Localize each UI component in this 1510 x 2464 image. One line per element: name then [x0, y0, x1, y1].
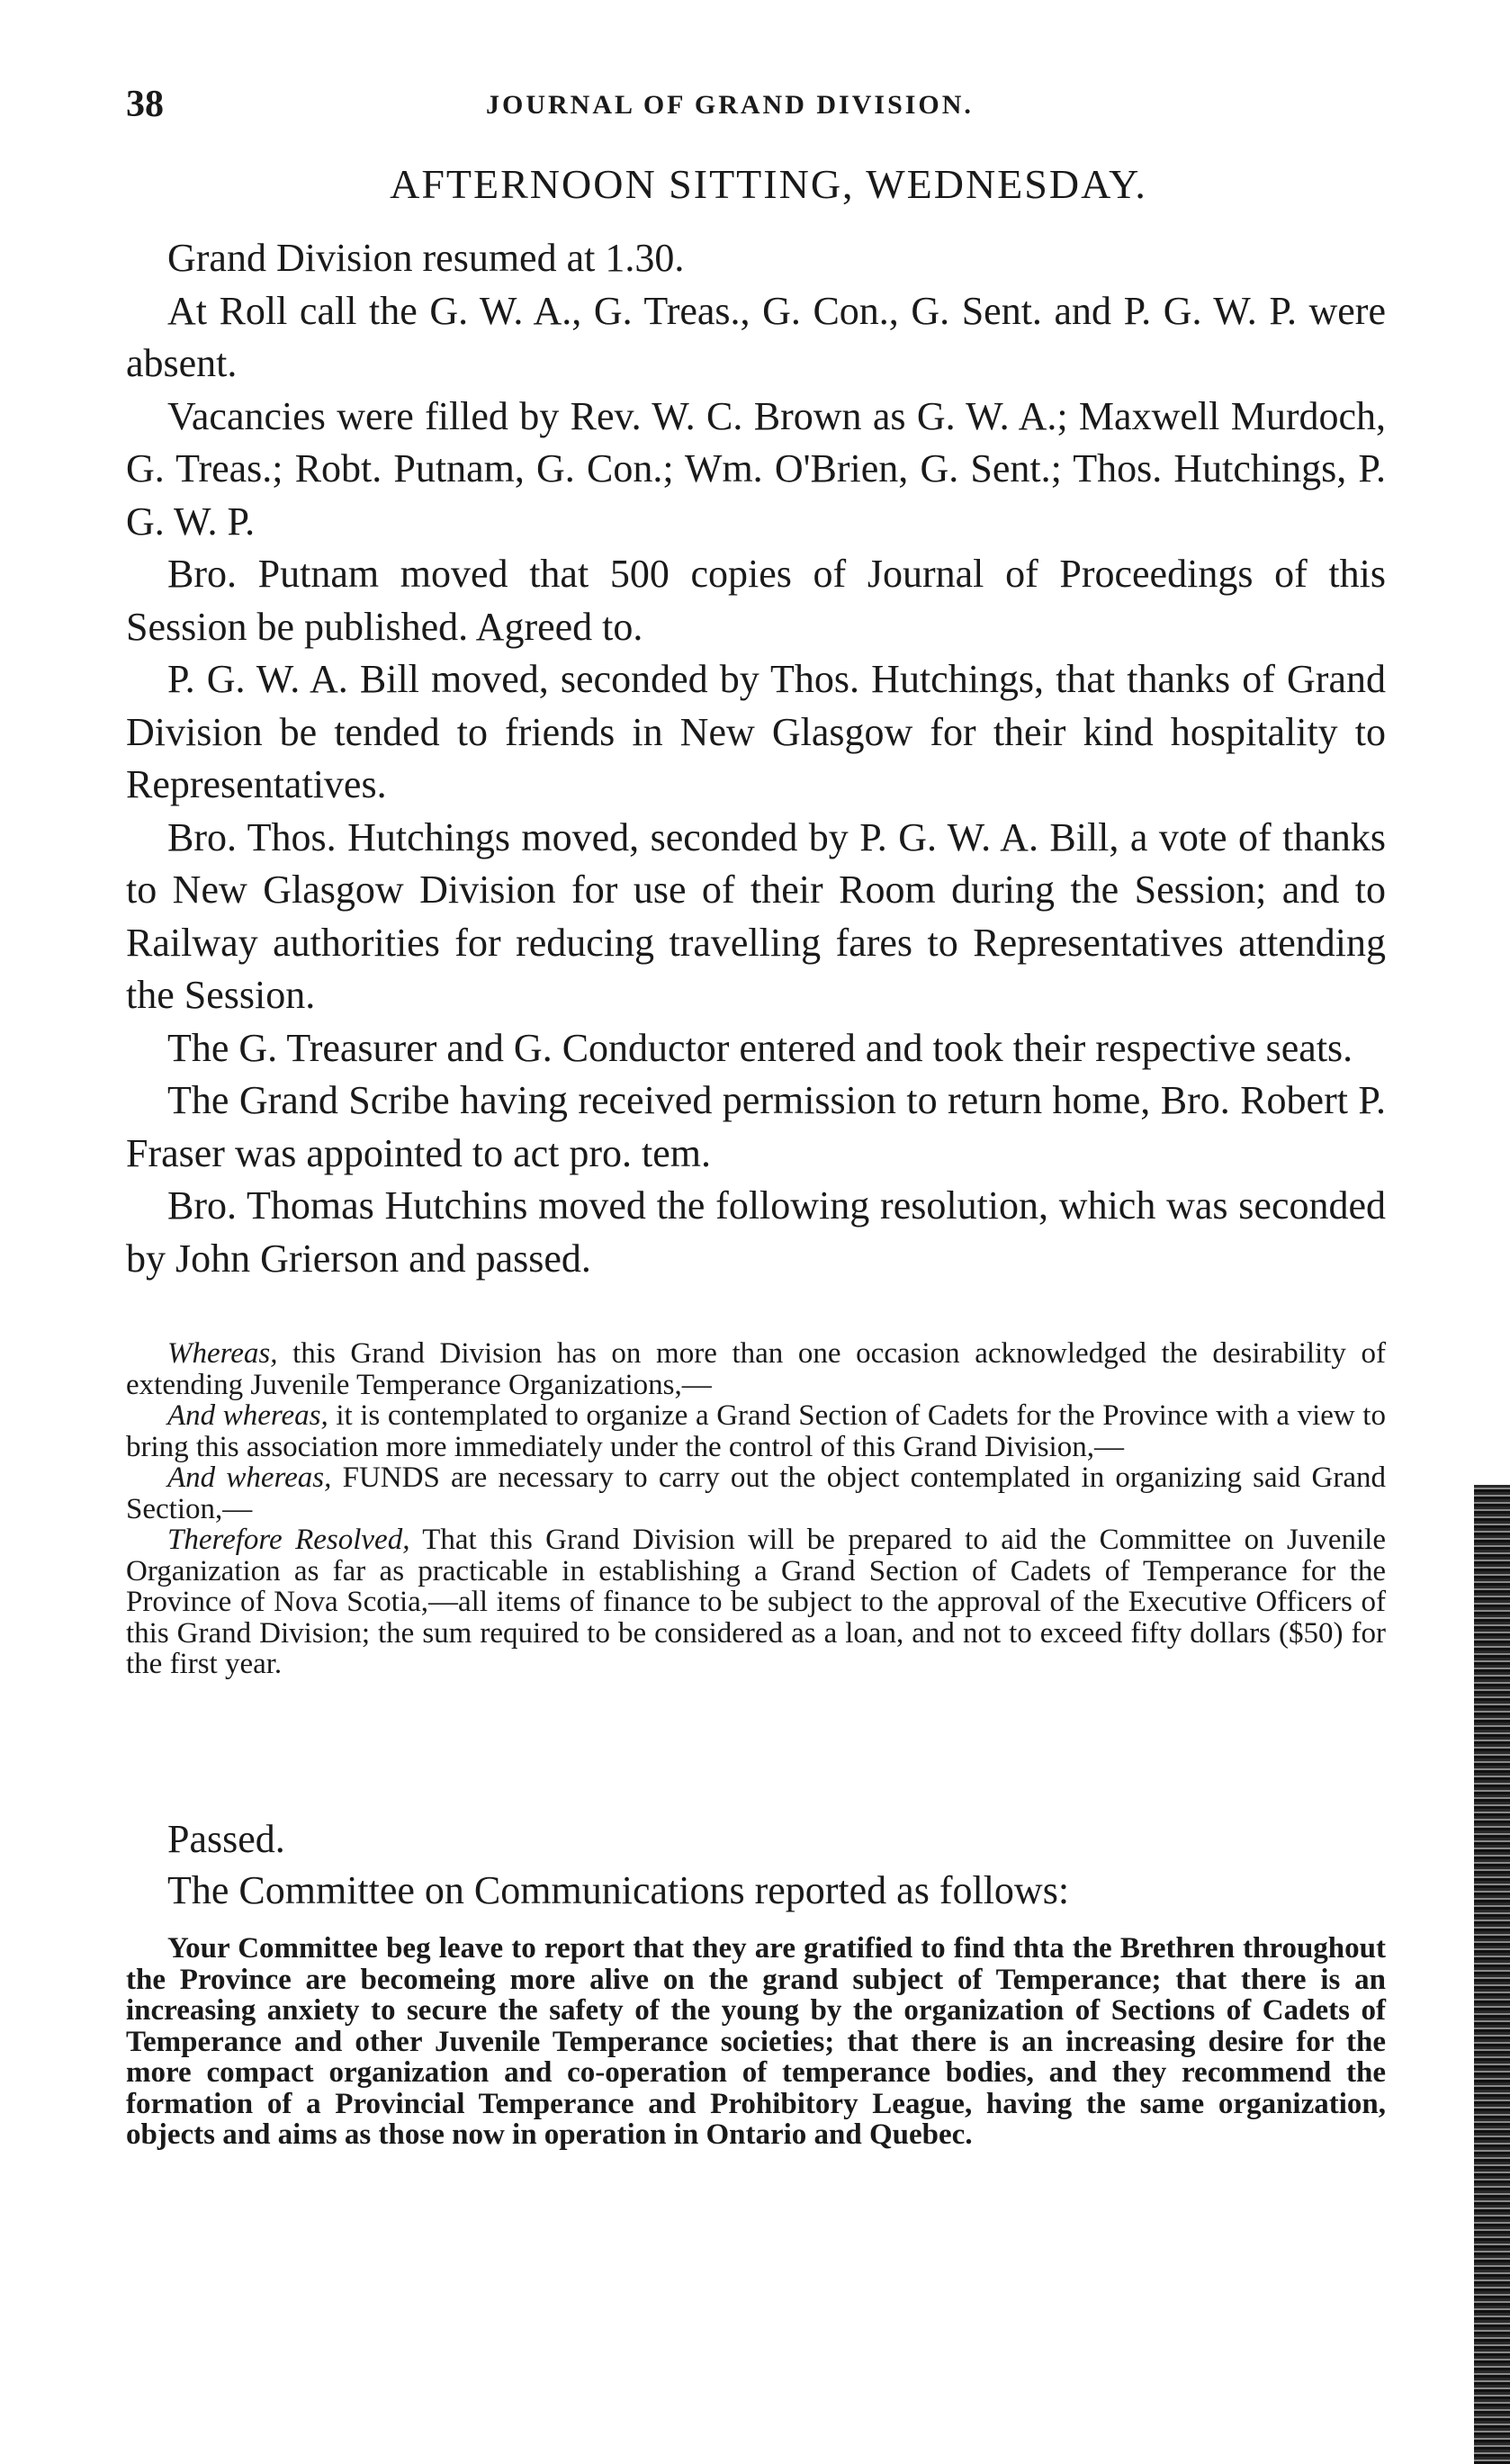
resolution-clause [126, 1462, 1386, 1524]
page-number: 38 [126, 84, 164, 125]
section-heading: AFTERNOON SITTING, WEDNESDAY. [390, 161, 1147, 207]
resolution-block [126, 1338, 1386, 1680]
clause-lead: And whereas, [167, 1461, 332, 1494]
paragraph: Grand Division resumed at 1.30. [167, 236, 685, 280]
resolution-clause [126, 1400, 1386, 1462]
clause-text: That this Grand Division will be prepared to aid the Committee on Juvenile Organization as far as practicable in establishing a Grand Section of Cadets of Temperance for the Province of Nova Scotia,—all items of finance to be subject to the approval of the Executive Officers of this Grand Division; the sum required to be considered as a loan, and not to exceed fifty dollars ($50) for the first year. [126, 1524, 1386, 1680]
paragraph: Bro. Thomas Hutchins moved the following resolution, which was seconded by John Grierson and passed. [126, 1183, 1386, 1281]
paragraph: Bro. Thos. Hutchings moved, seconded by P. G. W. A. Bill, a vote of thanks to New Glasgow Division for use of their Room during the Session; and to Railway authorities for reducing travelling fares to Representatives attending the Session. [126, 814, 1386, 1017]
paragraph: At Roll call the G. W. A., G. Treas., G. Con., G. Sent. and P. G. W. P. were absent. [126, 288, 1386, 385]
clause-lead: Whereas, [167, 1337, 278, 1370]
clause-text: FUNDS are necessary to carry out the object contemplated in organizing said Grand Section,— [126, 1461, 1386, 1525]
committee-report [126, 1933, 1386, 2151]
clause-lead: Therefore Resolved, [167, 1524, 410, 1556]
running-head: JOURNAL OF GRAND DIVISION. [486, 90, 974, 120]
paragraph: The G. Treasurer and G. Conductor entered and took their respective seats. [167, 1025, 1353, 1070]
clause-text: it is contemplated to organize a Grand Section of Cadets for the Province with a view to bring this association more immediately under the control of this Grand Division,— [126, 1399, 1386, 1463]
paragraph: The Grand Scribe having received permission to return home, Bro. Robert P. Fraser was appointed to act pro. tem. [126, 1078, 1386, 1175]
clause-text: this Grand Division has on more than one occasion acknowledged the desirability of extending Juvenile Temperance Organizations,— [126, 1337, 1386, 1401]
resolution-clause [126, 1524, 1386, 1680]
report-paragraph: Your Committee beg leave to report that they are gratified to find thta the Brethren throughout the Province are becomeing more alive on the grand subject of Temperance; that there is an increasing anxiety to secure the safety of the young by the organization of Sections of Cadets of Temperance and other Juvenile Temperance societies; that there is an increasing desire for the more compact organization and co-operation of temperance bodies, and they recommend the formation of a Provincial Temperance and Prohibitory League, having the same organization, objects and aims as those now in operation in Ontario and Quebec. [126, 1932, 1386, 2151]
page-header [126, 83, 1386, 128]
scan-edge-artifact [1474, 1485, 1510, 2464]
paragraph: Bro. Putnam moved that 500 copies of Journal of Proceedings of this Session be published. Agreed to. [126, 552, 1386, 649]
resolution-clause [126, 1338, 1386, 1400]
minutes-body [126, 232, 1386, 1285]
paragraph: P. G. W. A. Bill moved, seconded by Thos. Hutchings, that thanks of Grand Division be tended to friends in New Glasgow for their kind hospitality to Representatives. [126, 657, 1386, 806]
paragraph: Vacancies were filled by Rev. W. C. Brown as G. W. A.; Maxwell Murdoch, G. Treas.; Robt. Putnam, G. Con.; Wm. O'Brien, G. Sent.; Thos. Hutchings, P. G. W. P. [126, 393, 1386, 544]
clause-lead: And whereas, [167, 1399, 328, 1432]
passed-note: Passed. [167, 1817, 285, 1861]
committee-heading: The Committee on Communications reported as follows: [167, 1868, 1070, 1912]
